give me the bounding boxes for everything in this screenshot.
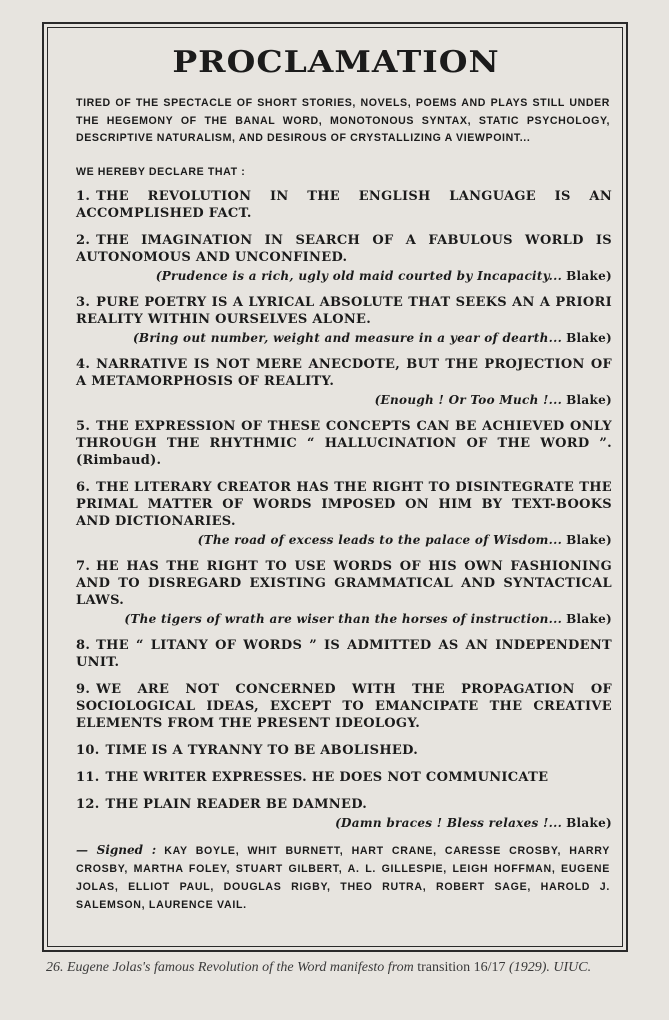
declaration-number: 12. <box>76 796 100 812</box>
declaration-item <box>56 742 616 759</box>
declaration-lead: WE HEREBY DECLARE THAT : <box>76 165 246 178</box>
declaration-text: THE IMAGINATION IN SEARCH OF A FABULOUS WORLD IS AUTONOMOUS AND UNCONFINED. <box>76 232 612 265</box>
declaration-number: 2. <box>76 232 91 248</box>
declaration-text: THE EXPRESSION OF THESE CONCEPTS CAN BE ACHIEVED ONLY THROUGH THE RHYTHMIC “ HALLUCINATION OF THE WORD ”. (Rimbaud). <box>76 418 612 468</box>
declaration-number: 5. <box>76 418 91 434</box>
declaration-item <box>56 294 616 346</box>
declaration-text: TIME IS A TYRANNY TO BE ABOLISHED. <box>105 742 419 758</box>
declaration-item <box>56 558 616 627</box>
declaration-item <box>56 637 616 671</box>
declaration-number: 3. <box>76 294 91 310</box>
declaration-list <box>56 188 616 831</box>
blake-quote <box>76 268 612 284</box>
declaration-text: THE PLAIN READER BE DAMNED. <box>105 796 368 812</box>
caption-issue: 16/17 <box>473 960 506 975</box>
declaration-item <box>56 479 616 548</box>
quote-text: (The tigers of wrath are wiser than the horses of instruction... <box>124 611 563 626</box>
declaration-text: THE LITERARY CREATOR HAS THE RIGHT TO DISINTEGRATE THE PRIMAL MATTER OF WORDS IMPOSED ON HIM BY TEXT-BOOKS AND DICTIONARIES. <box>76 479 612 529</box>
declaration-text: HE HAS THE RIGHT TO USE WORDS OF HIS OWN FASHIONING AND TO DISREGARD EXISTING GRAMMATICAL AND SYNTACTICAL LAWS. <box>76 558 612 608</box>
declaration-text: PURE POETRY IS A LYRICAL ABSOLUTE THAT SEEKS AN A PRIORI REALITY WITHIN OURSELVES ALONE. <box>76 294 612 327</box>
blake-quote <box>76 330 612 346</box>
caption-lead: 26. Eugene Jolas's famous Revolution of the Word manifesto from <box>46 960 414 975</box>
quote-text: (Bring out number, weight and measure in a year of dearth... <box>132 330 563 345</box>
declaration-text: THE “ LITANY OF WORDS ” IS ADMITTED AS AN INDEPENDENT UNIT. <box>76 637 612 670</box>
declaration-item <box>56 681 616 732</box>
quote-attribution: Blake) <box>566 815 612 830</box>
declaration-number: 10. <box>76 742 100 758</box>
declaration-number: 1. <box>76 188 91 204</box>
quote-attribution: Blake) <box>566 268 612 283</box>
declaration-item <box>56 356 616 408</box>
declaration-item <box>56 769 616 786</box>
declaration-number: 11. <box>76 769 100 785</box>
quote-attribution: Blake) <box>566 611 612 626</box>
declaration-text: THE WRITER EXPRESSES. HE DOES NOT COMMUNICATE <box>105 769 549 785</box>
declaration-text: NARRATIVE IS NOT MERE ANECDOTE, BUT THE PROJECTION OF A METAMORPHOSIS OF REALITY. <box>76 356 612 389</box>
declaration-number: 8. <box>76 637 91 653</box>
blake-quote <box>76 532 612 548</box>
signed-label: — Signed : <box>76 842 157 857</box>
declaration-number: 4. <box>76 356 91 372</box>
caption-tail: (1929). UIUC. <box>509 960 592 975</box>
declaration-number: 9. <box>76 681 91 697</box>
quote-attribution: Blake) <box>566 532 612 547</box>
signatories-list: KAY BOYLE, WHIT BURNETT, HART CRANE, CARESSE CROSBY, HARRY CROSBY, MARTHA FOLEY, STUART GILBERT, A. L. GILLESPIE, LEIGH HOFFMAN, EUGENE JOLAS, ELLIOT PAUL, DOUGLAS RIGBY, THEO RUTRA, ROBERT SAGE, HAROLD J. SALEMSON, LAURENCE VAIL. <box>76 844 610 911</box>
declaration-item <box>56 232 616 284</box>
declaration-text: THE REVOLUTION IN THE ENGLISH LANGUAGE IS AN ACCOMPLISHED FACT. <box>76 188 612 221</box>
quote-text: (Damn braces ! Bless relaxes !... <box>335 815 563 830</box>
quote-text: (The road of excess leads to the palace of Wisdom... <box>197 532 563 547</box>
manifesto-content <box>56 36 616 914</box>
quote-text: (Prudence is a rich, ugly old maid courted by Incapacity... <box>155 268 563 283</box>
blake-quote <box>76 611 612 627</box>
quote-attribution: Blake) <box>566 330 612 345</box>
declaration-item <box>56 796 616 831</box>
declaration-item <box>56 418 616 469</box>
declaration-item <box>56 188 616 222</box>
caption-journal: transition <box>417 960 471 975</box>
blake-quote <box>76 815 612 831</box>
signatories-block <box>56 841 616 914</box>
manifesto-title: PROCLAMATION <box>172 43 500 80</box>
manifesto-intro: TIRED OF THE SPECTACLE OF SHORT STORIES, NOVELS, POEMS AND PLAYS STILL UNDER THE HEGEMONY OF THE BANAL WORD, MONOTONOUS SYNTAX, STATIC PSYCHOLOGY, DESCRIPTIVE NATURALISM, AND DESIROUS OF CRYSTALLIZING A VIEWPOINT... <box>76 97 610 144</box>
quote-attribution: Blake) <box>566 392 612 407</box>
figure-caption <box>46 958 646 978</box>
blake-quote <box>76 392 612 408</box>
declaration-number: 6. <box>76 479 91 495</box>
declaration-number: 7. <box>76 558 91 574</box>
declaration-text: WE ARE NOT CONCERNED WITH THE PROPAGATION OF SOCIOLOGICAL IDEAS, EXCEPT TO EMANCIPATE THE CREATIVE ELEMENTS FROM THE PRESENT IDEOLOGY. <box>76 681 612 731</box>
quote-text: (Enough ! Or Too Much !... <box>374 392 563 407</box>
